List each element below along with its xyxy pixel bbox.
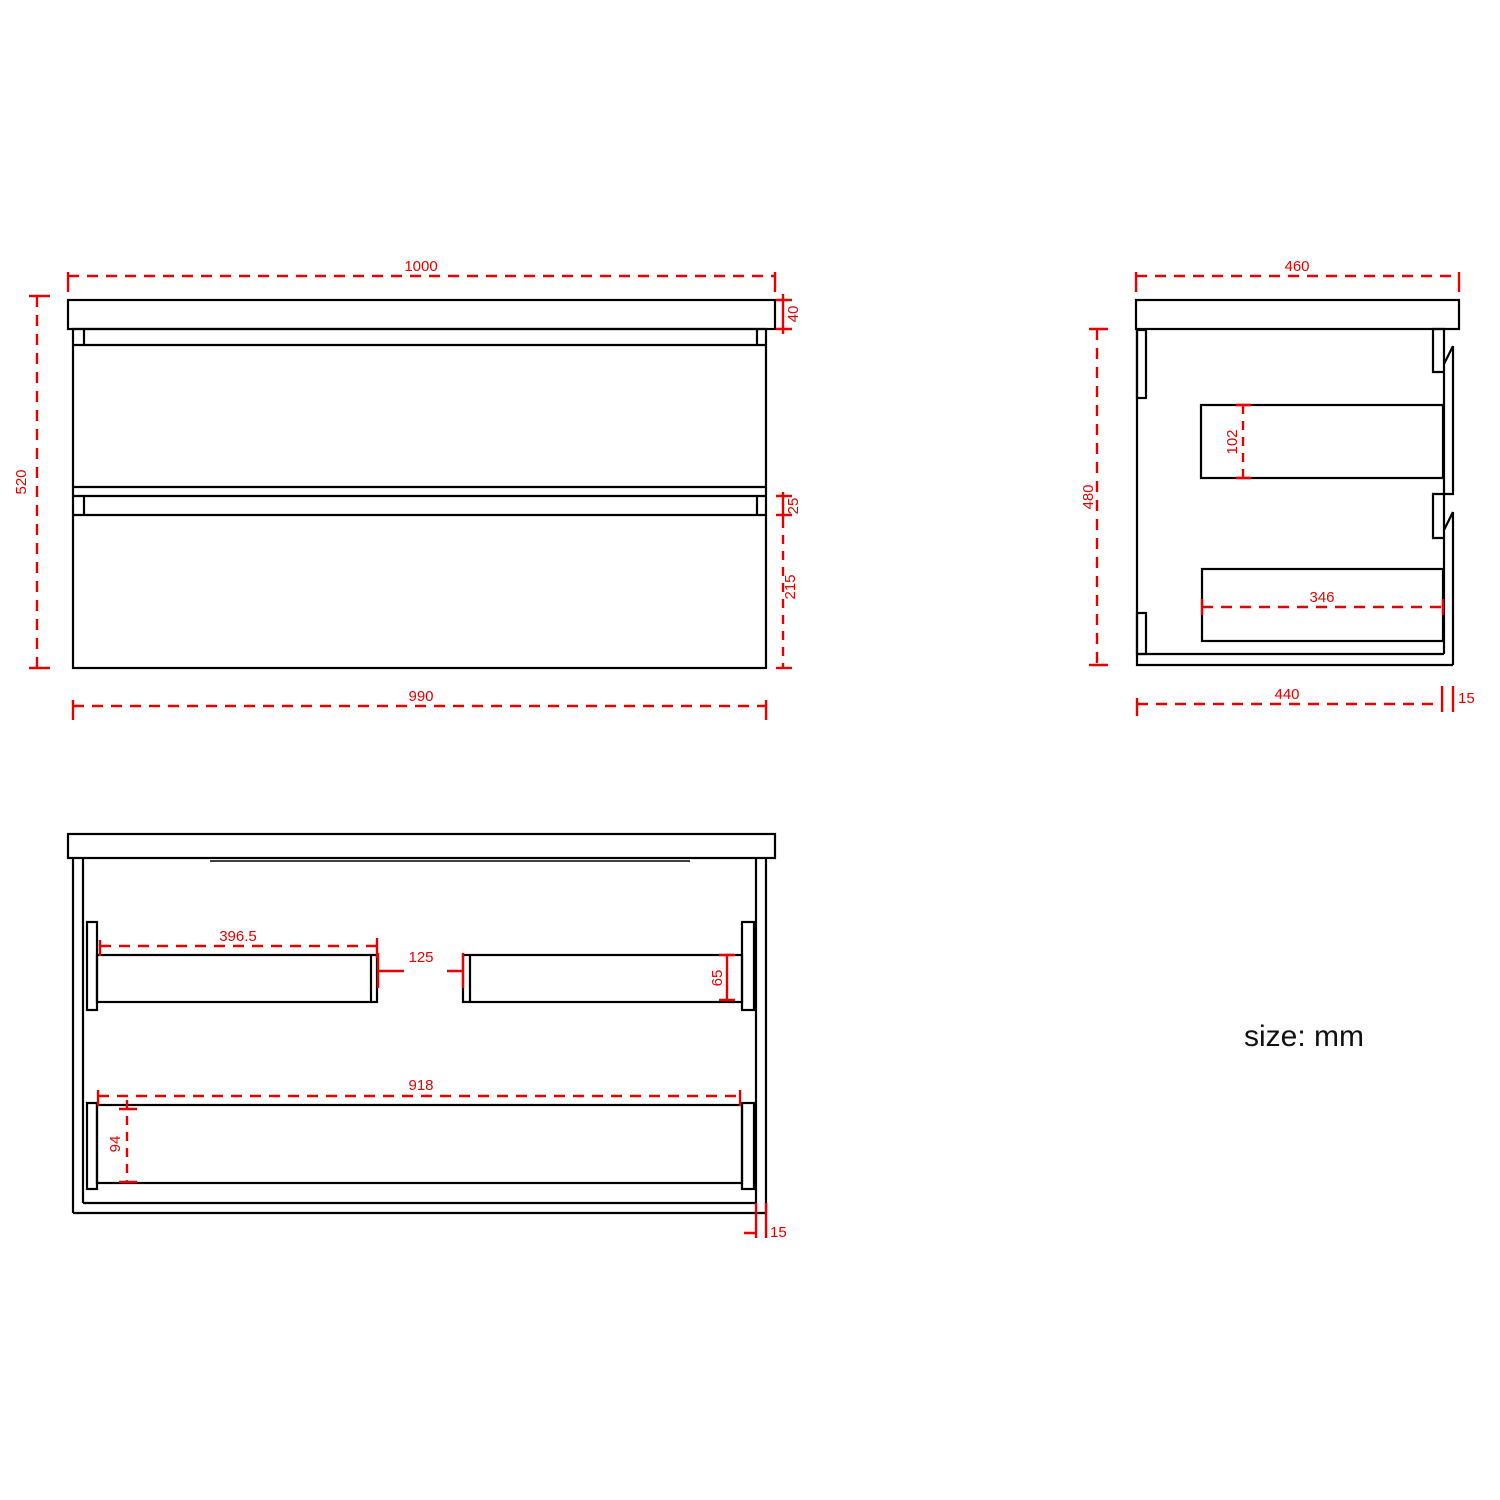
dim-label: 440 (1274, 686, 1300, 703)
dim-line (744, 1203, 766, 1238)
dim-label: 102 (1224, 429, 1241, 455)
inner-upper-left-rail (87, 922, 97, 1010)
dim-label: 40 (785, 305, 802, 323)
dim-label: 125 (408, 949, 434, 966)
dim-side-drawer-depth (1202, 589, 1443, 615)
dim-label: 215 (782, 574, 799, 600)
dim-front-top-thickness (776, 294, 802, 334)
dim-front-overall-width (68, 258, 775, 292)
dim-label: 990 (408, 688, 434, 705)
dim-front-lower-drawer-height (776, 519, 799, 668)
front-cabinet-body (73, 329, 766, 668)
dim-inner-lower-drawer-width (98, 1077, 740, 1106)
dim-front-cabinet-width (73, 688, 766, 720)
dim-label: 520 (13, 469, 30, 495)
front-countertop (68, 300, 775, 329)
dim-label: 396.5 (219, 928, 257, 945)
inner-carcass (73, 858, 766, 1213)
dim-side-overall-depth (1136, 258, 1459, 292)
dim-label: 65 (709, 969, 726, 987)
inner-lower-right-rail (742, 1103, 754, 1189)
dim-inner-center-gap (378, 949, 463, 988)
dim-ticks (29, 296, 50, 668)
dim-side-cabinet-depth (1137, 686, 1475, 716)
front-view (13, 258, 802, 720)
side-countertop (1136, 300, 1459, 329)
units-note: size: mm (1244, 1020, 1364, 1053)
dim-inner-drawer-back-height (709, 955, 735, 1000)
dim-inner-upper-drawer-width (100, 928, 377, 958)
inner-upper-right-rail (742, 922, 754, 1010)
dim-inner-lower-back-height (107, 1100, 137, 1183)
dim-side-drawer-side-height (1224, 405, 1251, 478)
dim-label-front-thickness: 15 (1458, 690, 1475, 707)
inner-view (68, 834, 787, 1241)
side-body-outline (1137, 329, 1453, 665)
side-wall-bracket-bottom (1137, 613, 1146, 654)
dim-side-cabinet-height (1080, 329, 1108, 665)
inner-upper-left-drawer-back (97, 955, 377, 1002)
dim-ticks (68, 272, 775, 292)
dim-label: 918 (408, 1077, 434, 1094)
side-wall-bracket-top (1137, 330, 1146, 398)
side-view (1080, 258, 1475, 716)
dim-label: 25 (785, 497, 802, 515)
dim-label: 346 (1309, 589, 1335, 606)
dim-label: 480 (1080, 484, 1097, 510)
dim-inner-panel-thickness (744, 1203, 787, 1241)
inner-countertop (68, 834, 775, 858)
inner-lower-left-rail (87, 1103, 97, 1189)
dim-label: 1000 (404, 258, 438, 275)
front-drawer-lines (73, 329, 766, 515)
inner-upper-right-drawer-back (463, 955, 742, 1002)
dim-front-overall-height (13, 296, 50, 668)
dim-label: 94 (107, 1135, 124, 1153)
dim-front-drawer-gap (776, 492, 802, 519)
inner-lower-drawer-back (97, 1105, 742, 1183)
dim-label: 460 (1284, 258, 1310, 275)
dim-label: 15 (770, 1224, 787, 1241)
